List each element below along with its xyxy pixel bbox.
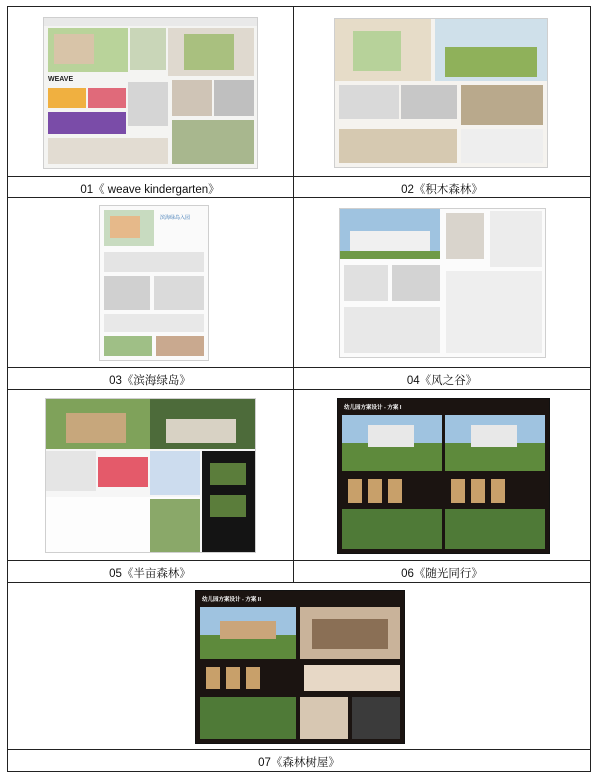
- table-column-divider: [293, 6, 294, 583]
- caption-07: 07《森林树屋》: [258, 757, 340, 769]
- table-border-bottom: [7, 771, 591, 772]
- row-line: [7, 197, 591, 198]
- row-line: [7, 367, 591, 368]
- poster-01-title: WEAVE: [48, 76, 74, 83]
- row-line: [7, 389, 591, 390]
- row-line: [7, 560, 591, 561]
- poster-07-title: 幼儿园方案设计 - 方案 II: [202, 597, 261, 603]
- caption-04: 04《风之谷》: [406, 375, 478, 387]
- row-line: [7, 176, 591, 177]
- caption-02: 02《积木森林》: [401, 184, 483, 196]
- row-line: [7, 749, 591, 750]
- poster-06-title: 幼儿园方案设计 - 方案 I: [344, 405, 402, 411]
- caption-06: 06《随光同行》: [401, 568, 483, 580]
- poster-03-title: 滨海绿岛入园: [160, 215, 191, 221]
- poster-thumbnail-02: [335, 19, 547, 167]
- poster-thumbnail-03: [100, 206, 208, 360]
- poster-thumbnail-04: [340, 209, 545, 357]
- poster-thumbnail-05: [46, 399, 255, 552]
- row-line: [7, 582, 591, 583]
- table-border-top: [7, 6, 591, 7]
- caption-03: 03《滨海绿岛》: [109, 375, 191, 387]
- poster-thumbnail-06: [338, 399, 549, 553]
- caption-01: 01《 weave kindergarten》: [80, 184, 220, 196]
- poster-thumbnail-01: [44, 18, 257, 168]
- poster-thumbnail-07: [196, 591, 404, 743]
- caption-05: 05《半亩森林》: [109, 568, 191, 580]
- design-catalog-table: [7, 6, 591, 772]
